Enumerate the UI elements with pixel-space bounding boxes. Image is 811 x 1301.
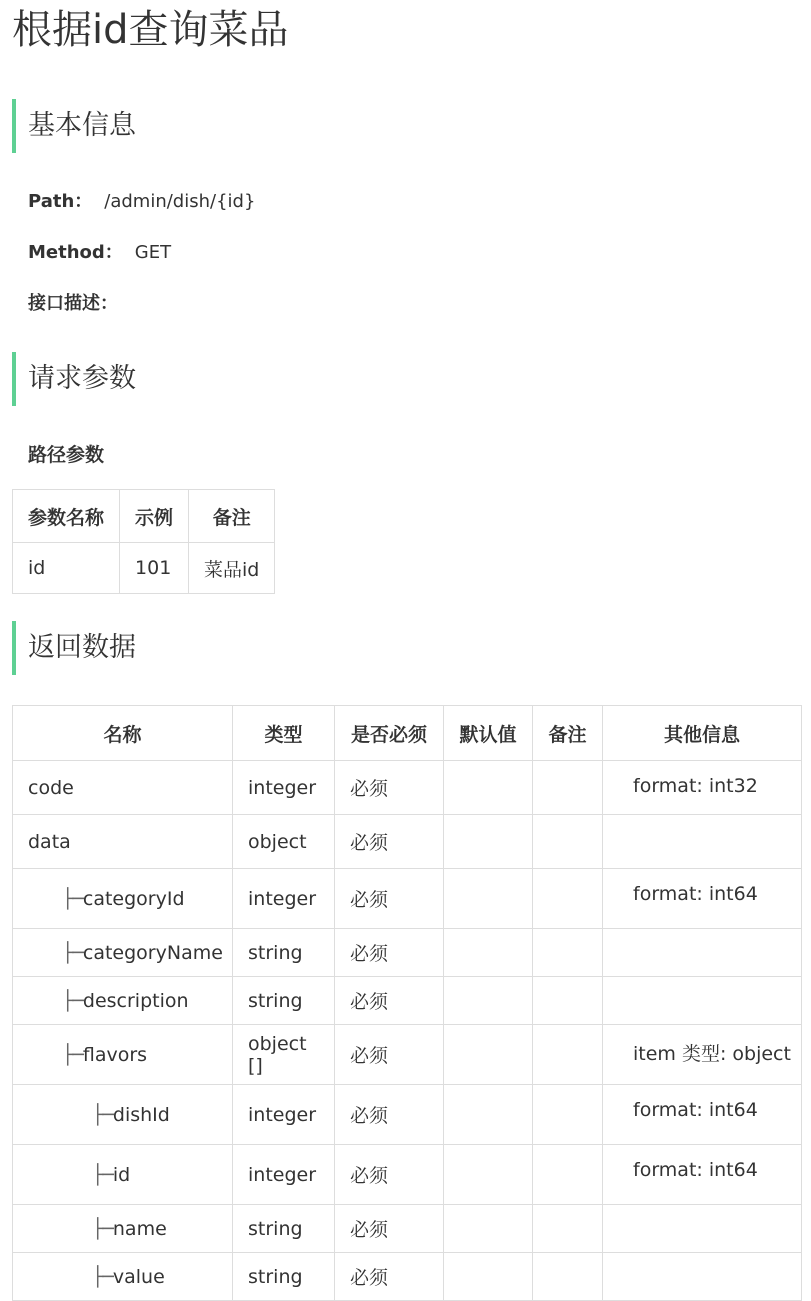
table-row	[13, 1253, 802, 1301]
tree-branch-icon: ├─	[62, 941, 83, 964]
table-row	[13, 761, 802, 815]
field-other-cell	[603, 977, 802, 1025]
field-name: description	[82, 989, 189, 1012]
field-name-cell	[13, 815, 233, 869]
field-name-cell	[13, 977, 233, 1025]
field-type-cell: object []	[233, 1025, 335, 1085]
field-required-cell: 必须	[335, 1205, 444, 1253]
path-line	[28, 190, 255, 214]
path-params-table	[12, 489, 275, 594]
column-header: 备注	[189, 490, 275, 543]
tree-branch-icon: ├─	[92, 1265, 113, 1288]
field-default-cell	[444, 1253, 533, 1301]
field-other-cell	[603, 929, 802, 977]
path-params-heading: 路径参数	[28, 444, 105, 466]
field-required-cell: 必须	[335, 1025, 444, 1085]
field-default-cell	[444, 815, 533, 869]
field-required-cell: 必须	[335, 1145, 444, 1205]
method-value: GET	[134, 242, 172, 263]
tree-branch-icon: ├─	[62, 1043, 83, 1066]
field-type-cell: string	[233, 1205, 335, 1253]
field-name: dishId	[112, 1103, 170, 1126]
field-default-cell	[444, 761, 533, 815]
field-note-cell	[533, 977, 603, 1025]
field-default-cell	[444, 1085, 533, 1145]
field-type-cell: string	[233, 977, 335, 1025]
field-note-cell	[533, 815, 603, 869]
field-name: code	[28, 776, 74, 799]
field-default-cell	[444, 1145, 533, 1205]
field-name: name	[112, 1217, 167, 1240]
field-required-cell: 必须	[335, 929, 444, 977]
field-note-cell	[533, 1253, 603, 1301]
table-cell: id	[13, 543, 120, 594]
field-note-cell	[533, 1145, 603, 1205]
field-other-cell	[603, 1205, 802, 1253]
field-name-cell	[13, 929, 233, 977]
field-name-cell	[13, 1085, 233, 1145]
field-note-cell	[533, 869, 603, 929]
field-default-cell	[444, 977, 533, 1025]
field-required-cell: 必须	[335, 1085, 444, 1145]
tree-branch-icon: ├─	[92, 1103, 113, 1126]
field-required-cell: 必须	[335, 869, 444, 929]
table-row	[13, 543, 275, 594]
column-header: 示例	[120, 490, 189, 543]
field-name-cell	[13, 1025, 233, 1085]
field-name-cell	[13, 1205, 233, 1253]
table-cell: 101	[120, 543, 189, 594]
method-line	[28, 241, 171, 265]
field-note-cell	[533, 1205, 603, 1253]
description-line	[28, 292, 118, 316]
column-header: 类型	[233, 706, 335, 761]
column-header: 名称	[13, 706, 233, 761]
field-required-cell: 必须	[335, 761, 444, 815]
column-header: 是否必须	[335, 706, 444, 761]
field-type-cell: string	[233, 1253, 335, 1301]
field-other-cell: format: int64	[603, 1085, 802, 1145]
field-note-cell	[533, 1085, 603, 1145]
field-name: categoryId	[82, 887, 185, 910]
field-name: value	[112, 1265, 165, 1288]
description-label: 接口描述：	[28, 293, 118, 314]
page-title: 根据id查询菜品	[12, 7, 289, 53]
field-required-cell: 必须	[335, 815, 444, 869]
field-name-cell	[13, 1253, 233, 1301]
column-header: 其他信息	[603, 706, 802, 761]
field-other-cell: format: int64	[603, 1145, 802, 1205]
table-header-row	[13, 490, 275, 543]
section-basic-info: 基本信息	[12, 99, 136, 153]
table-header-row	[13, 706, 802, 761]
table-row	[13, 1205, 802, 1253]
field-required-cell: 必须	[335, 1253, 444, 1301]
field-type-cell: string	[233, 929, 335, 977]
method-label: Method：	[28, 242, 123, 263]
path-label: Path：	[28, 191, 93, 212]
tree-branch-icon: ├─	[92, 1163, 113, 1186]
field-type-cell: integer	[233, 1145, 335, 1205]
tree-branch-icon: ├─	[62, 989, 83, 1012]
table-row	[13, 869, 802, 929]
path-value: /admin/dish/{id}	[104, 191, 256, 212]
table-row	[13, 1025, 802, 1085]
field-note-cell	[533, 1025, 603, 1085]
field-name: categoryName	[82, 941, 223, 964]
field-name: flavors	[82, 1043, 148, 1066]
field-type-cell: integer	[233, 761, 335, 815]
field-name: data	[28, 830, 71, 853]
field-other-cell	[603, 1253, 802, 1301]
column-header: 默认值	[444, 706, 533, 761]
field-name-cell	[13, 869, 233, 929]
response-table	[12, 705, 802, 1301]
field-required-cell: 必须	[335, 977, 444, 1025]
field-name-cell	[13, 761, 233, 815]
field-other-cell	[603, 815, 802, 869]
table-row	[13, 1145, 802, 1205]
field-type-cell: object	[233, 815, 335, 869]
field-default-cell	[444, 1025, 533, 1085]
field-name: id	[112, 1163, 131, 1186]
field-note-cell	[533, 929, 603, 977]
table-row	[13, 929, 802, 977]
field-default-cell	[444, 929, 533, 977]
field-default-cell	[444, 1205, 533, 1253]
table-row	[13, 1085, 802, 1145]
column-header: 参数名称	[13, 490, 120, 543]
tree-branch-icon: ├─	[62, 887, 83, 910]
field-note-cell	[533, 761, 603, 815]
field-default-cell	[444, 869, 533, 929]
field-other-cell: format: int64	[603, 869, 802, 929]
table-row	[13, 977, 802, 1025]
section-request-params: 请求参数	[12, 352, 136, 406]
section-response-data: 返回数据	[12, 621, 136, 675]
field-type-cell: integer	[233, 1085, 335, 1145]
field-type-cell: integer	[233, 869, 335, 929]
table-row	[13, 815, 802, 869]
field-other-cell: format: int32	[603, 761, 802, 815]
field-other-cell: item 类型: object	[603, 1025, 802, 1085]
table-cell: 菜品id	[189, 543, 275, 594]
column-header: 备注	[533, 706, 603, 761]
field-name-cell	[13, 1145, 233, 1205]
tree-branch-icon: ├─	[92, 1217, 113, 1240]
